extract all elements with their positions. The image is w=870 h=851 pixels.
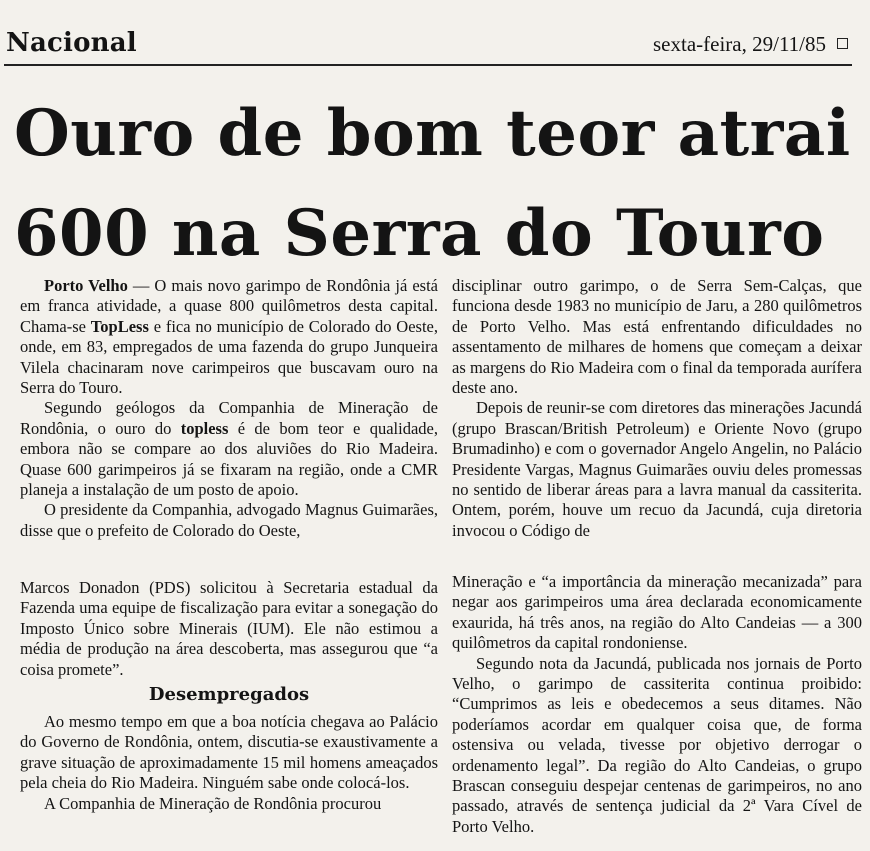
article-column-4	[452, 572, 862, 837]
article-column-1	[20, 276, 438, 541]
dateline: Porto Velho	[44, 276, 128, 295]
emphasis: topless	[180, 418, 229, 438]
paragraph: Depois de reunir-se com diretores das minerações Jacundá (grupo Brascan/British Petroleum) e Oriente Novo (grupo Brumadinho) e com o governador Angelo Angelin, no Palácio Presidente Vargas, Magnus Guimarães ouviu deles promessas no sentido de liberar áreas para a lavra manual da cassiterita. Ontem, porém, houve um recuo da Jacundá, cuja diretoria invocou o Código de	[452, 398, 862, 540]
article-column-3	[20, 578, 438, 814]
paragraph: disciplinar outro garimpo, o de Serra Sem-Calças, que funciona desde 1983 no município de Jaru, a 280 quilômetros de Porto Velho. Mas está enfrentando dificuldades no assentamento de milhares de homens que começam a deixar as margens do Rio Madeira com o final da temporada aurífera deste ano.	[452, 276, 862, 398]
emphasis: TopLess	[90, 316, 149, 336]
header-rule	[4, 64, 852, 66]
headline-line-1: Ouro de bom teor atrai	[14, 96, 851, 171]
subheading: Desempregados	[148, 684, 310, 706]
text-run: e fica no município de Colorado do Oeste, onde, em 83, empregados de uma fazenda do grupo Junqueira Vilela chacinaram nove carimpeiros que buscavam ouro na Serra do Touro.	[20, 316, 438, 398]
masthead	[6, 26, 852, 66]
article-column-2	[452, 276, 862, 541]
paragraph: Marcos Donadon (PDS) solicitou à Secretaria estadual da Fazenda uma equipe de fiscalização para evitar a sonegação do Imposto Único sobre Minerais (IUM). Ele não estimou a média de produção na área descoberta, mas assegurou que “a coisa promete”.	[20, 578, 438, 679]
text-run: — O mais novo garimpo de Rondônia já está em franca atividade, a quase 800 quilômetros desta capital. Chama-se	[20, 276, 438, 336]
paragraph: Segundo nota da Jacundá, publicada nos jornais de Porto Velho, o garimpo de cassiterita continua proibido: “Cumprimos as leis e obedecemos a seus ditames. Não poderíamos acordar em qualquer coisa que, de forma ostensiva ou velada, tivesse por objetivo derrogar o ordenamento legal”. Da região do Alto Candeias, o grupo Brascan conseguiu despejar centenas de garimpeiros, no ano passado, através de sentença judicial da 2ª Vara Cível de Porto Velho.	[452, 653, 862, 836]
text-run: Segundo geólogos da Companhia de Mineração de Rondônia, o ouro do	[20, 398, 438, 438]
text-run: é de bom teor e qualidade, embora não se compare ao dos aluviões do Rio Madeira. Quase 600 garimpeiros já se fixaram na região, onde a CMR planeja a instalação de um posto de apoio.	[20, 418, 438, 500]
square-bullet-icon	[837, 38, 848, 49]
section-name: Nacional	[6, 28, 137, 58]
paragraph	[20, 398, 438, 500]
headline	[14, 84, 860, 284]
paragraph: A Companhia de Mineração de Rondônia procurou	[44, 793, 382, 813]
headline-line-2: 600 na Serra do Touro	[14, 196, 825, 271]
paragraph: Mineração e “a importância da mineração mecanizada” para negar aos garimpeiros uma área declarada economicamente exaurida, há três anos, na região do Alto Candeias — a 300 quilômetros da capital rondoniense.	[452, 572, 862, 653]
paragraph: O presidente da Companhia, advogado Magnus Guimarães, disse que o prefeito de Colorado do Oeste,	[20, 500, 438, 540]
publication-date: sexta-feira, 29/11/85	[653, 32, 826, 56]
paragraph	[20, 276, 438, 398]
paragraph: Ao mesmo tempo em que a boa notícia chegava ao Palácio do Governo de Rondônia, ontem, discutia-se exaustivamente a grave situação de aproximadamente 15 mil homens ameaçados pela cheia do Rio Madeira. Ninguém sabe onde colocá-los.	[20, 712, 438, 793]
